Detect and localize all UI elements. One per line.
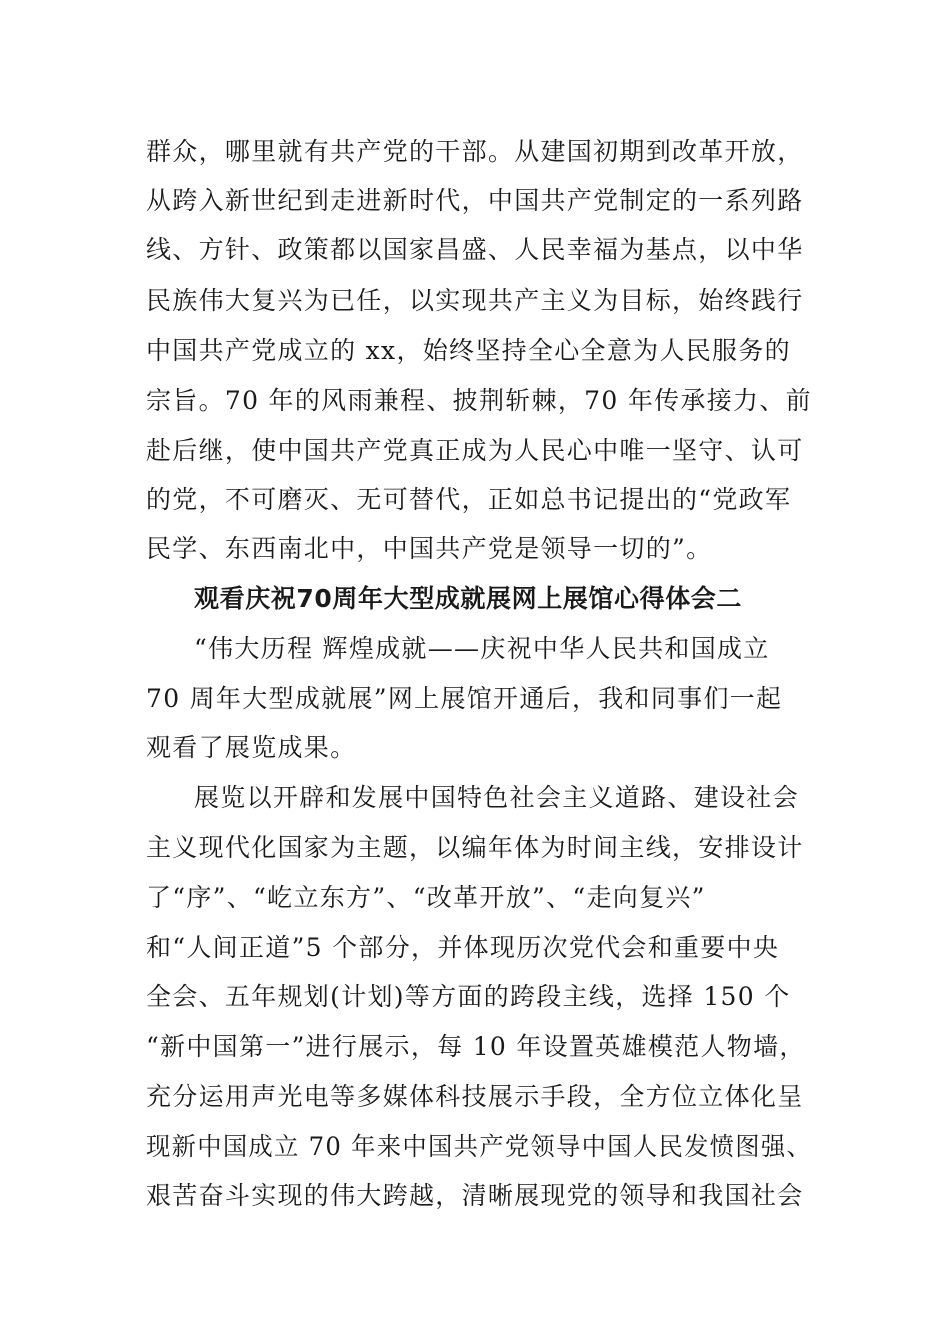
text-line: 展览以开辟和发展中国特色社会主义道路、建设社会 — [194, 783, 799, 812]
text-line: 宗旨。70 年的风雨兼程、披荆斩棘，70 年传承接力、前 — [146, 386, 812, 415]
text-line: 从跨入新世纪到走进新时代，中国共产党制定的一系列路 — [146, 186, 804, 215]
text-line: 中国共产党成立的 xx，始终坚持全心全意为人民服务的 — [146, 336, 791, 365]
section-heading: 观看庆祝70周年大型成就展网上展馆心得体会二 — [194, 584, 742, 613]
text-line: “新中国第一”进行展示，每 10 年设置英雄模范人物墙， — [146, 1032, 806, 1061]
text-line: 民族伟大复兴为已任，以实现共产主义为目标，始终践行 — [146, 286, 804, 315]
text-line: 民学、东西南北中，中国共产党是领导一切的”。 — [146, 534, 713, 563]
text-line: 现新中国成立 70 年来中国共产党领导中国人民发愤图强、 — [146, 1132, 813, 1161]
text-line: 70 周年大型成就展”网上展馆开通后，我和同事们一起 — [146, 684, 783, 713]
text-line: 的党，不可磨灭、无可替代，正如总书记提出的“党政军 — [146, 485, 792, 514]
text-line: 了“序”、“屹立东方”、“改革开放”、“走向复兴” — [146, 883, 706, 912]
text-line: 主义现代化国家为主题，以编年体为时间主线，安排设计 — [146, 833, 804, 862]
text-line: 和“人间正道”5 个部分，并体现历次党代会和重要中央 — [146, 933, 780, 962]
text-line: 充分运用声光电等多媒体科技展示手段，全方位立体化呈 — [146, 1082, 804, 1111]
text-line: “伟大历程 辉煌成就——庆祝中华人民共和国成立 — [194, 634, 770, 663]
text-line: 群众，哪里就有共产党的干部。从建国初期到改革开放， — [146, 137, 804, 166]
text-line: 观看了展览成果。 — [146, 733, 357, 762]
text-line: 全会、五年规划(计划)等方面的跨段主线，选择 150 个 — [146, 982, 791, 1011]
text-line: 线、方针、政策都以国家昌盛、人民幸福为基点，以中华 — [146, 235, 804, 264]
text-line: 赴后继，使中国共产党真正成为人民心中唯一坚守、认可 — [146, 436, 804, 465]
text-line: 艰苦奋斗实现的伟大跨越，清晰展现党的领导和我国社会 — [146, 1181, 804, 1210]
